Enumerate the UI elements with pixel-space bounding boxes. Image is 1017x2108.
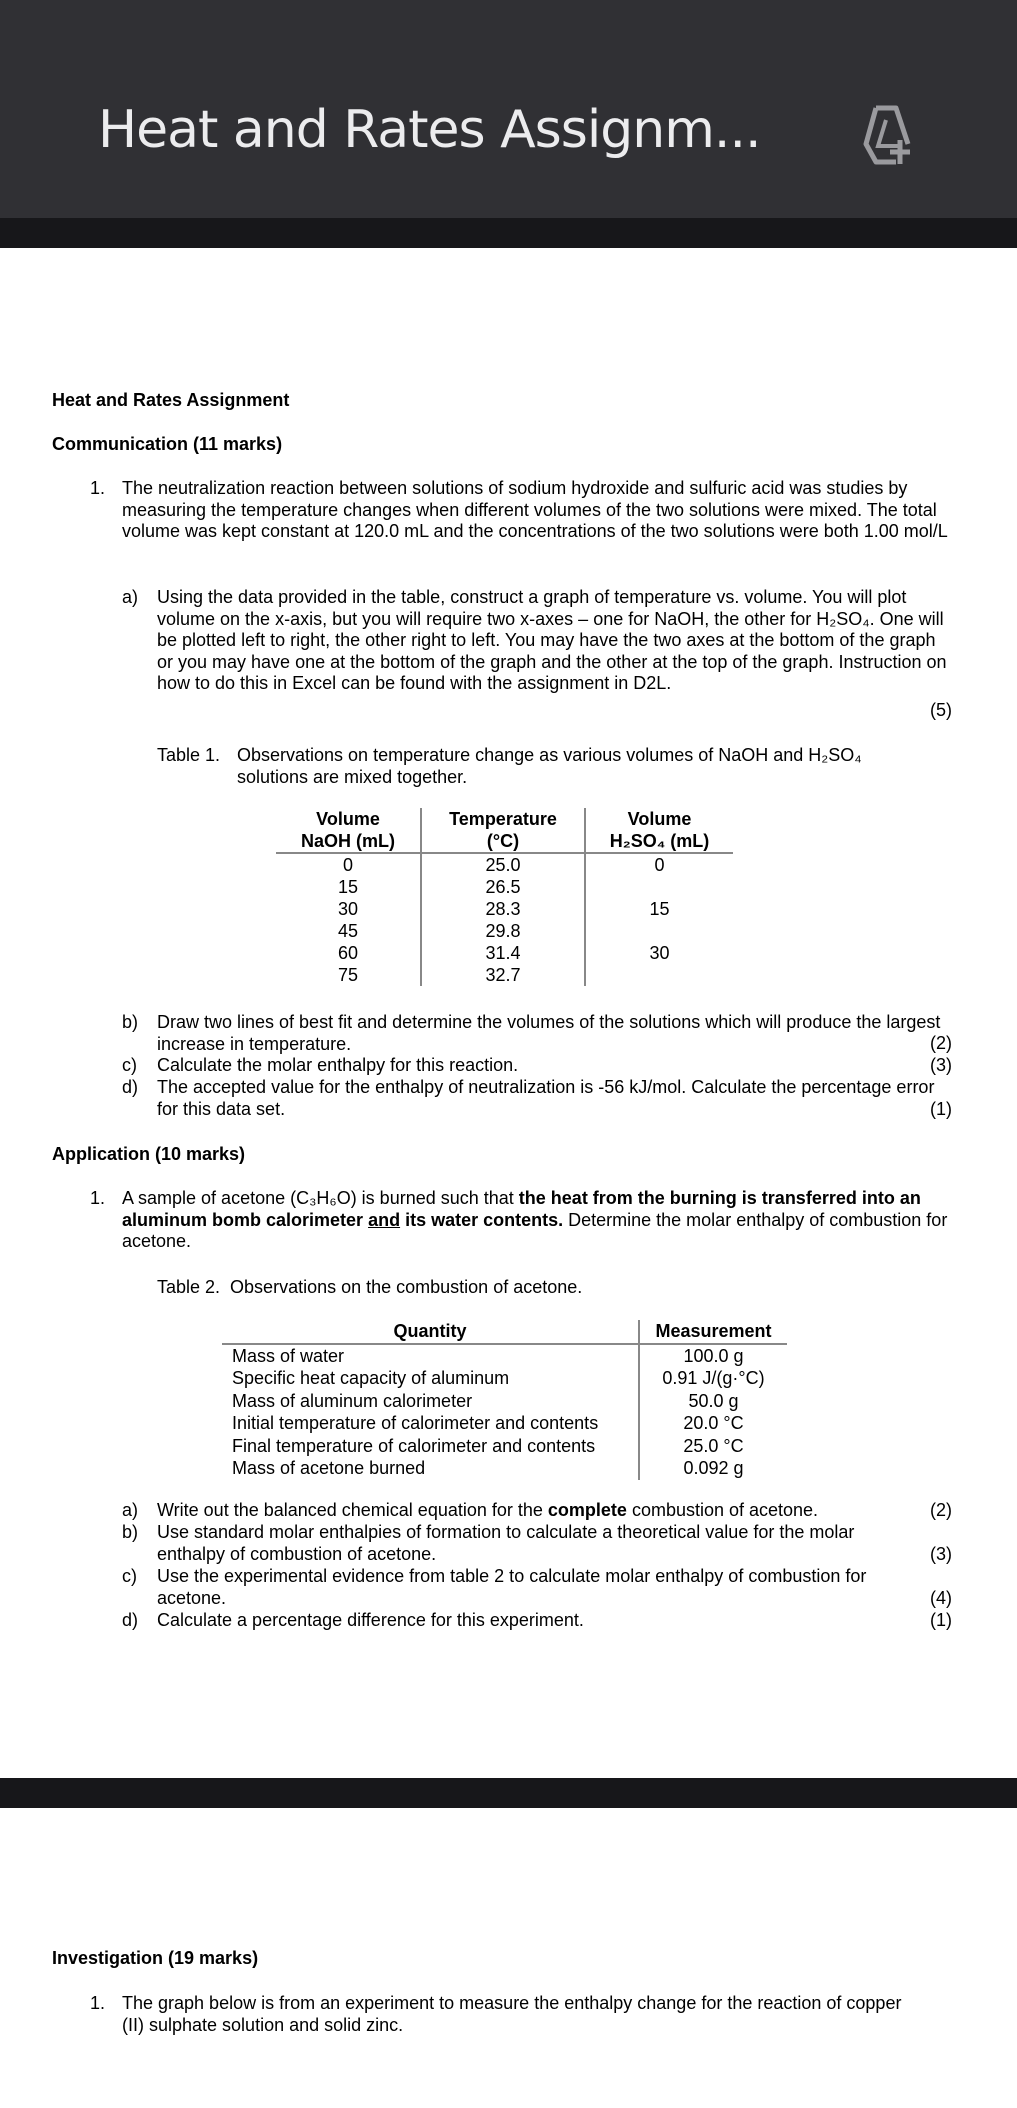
- question-text: Use the experimental evidence from table 2 to calculate molar enthalpy of combustion for acetone.: [157, 1566, 867, 1608]
- table-row: [222, 1412, 787, 1435]
- header-line: NaOH (mL): [301, 831, 395, 851]
- header-line: Volume: [316, 809, 380, 829]
- question-text-bold: its water contents.: [400, 1209, 564, 1230]
- table-cell: 0: [654, 855, 665, 875]
- page-divider: [0, 1778, 1017, 1808]
- question-text: The neutralization reaction between solutions of sodium hydroxide and sulfuric acid was studies by measuring the temperature changes when different volumes of the two solutions were mixed. The total volume was kept constant at 120.0 mL and the concentrations of the two solutions were both 1.00 mol/L: [122, 478, 948, 541]
- table-cell: 30: [649, 943, 670, 963]
- table-1: [276, 808, 733, 986]
- col-header: [421, 808, 585, 853]
- table-row: [276, 876, 733, 898]
- marks: (2): [930, 1033, 952, 1053]
- col-header: Measurement: [639, 1320, 787, 1344]
- question-number: d): [122, 1610, 139, 1630]
- table-cell: 29.8: [421, 920, 585, 942]
- question-1c: [122, 1055, 952, 1077]
- table-cell: [585, 920, 733, 942]
- table-cell: 45: [276, 920, 421, 942]
- question-text-underlined: and: [368, 1209, 401, 1230]
- question-text: Use standard molar enthalpies of formation to calculate a theoretical value for the molar enthalpy of combustion of acetone.: [157, 1522, 855, 1564]
- table-2: [222, 1320, 787, 1480]
- question-text: Determine the molar enthalpy of combustion for acetone.: [122, 1209, 948, 1251]
- table-cell: 0: [276, 853, 421, 876]
- question-text: Draw two lines of best fit and determine the volumes of the solutions which will produce the largest increase in temperature.: [157, 1012, 941, 1054]
- question-number: 1.: [90, 1993, 106, 2013]
- table-cell: [585, 876, 733, 898]
- table-cell: 28.3: [421, 898, 585, 920]
- table-cell: 26.5: [421, 876, 585, 898]
- marks: (1): [930, 1610, 952, 1630]
- col-header: [276, 808, 421, 853]
- question-number: a): [122, 587, 139, 607]
- document-title: Heat and Rates Assignm...: [98, 100, 761, 160]
- marks: (5): [930, 700, 952, 720]
- table1-caption: [157, 745, 917, 788]
- table-row: [276, 898, 733, 920]
- question-number: a): [122, 1500, 139, 1520]
- question-number: c): [122, 1566, 137, 1586]
- table-cell: 31.4: [421, 942, 585, 964]
- section-heading-communication: Communication (11 marks): [52, 434, 283, 454]
- table-cell: 32.7: [421, 964, 585, 986]
- question-1d: [122, 1077, 957, 1120]
- question-1b: [122, 1012, 952, 1055]
- question-1a: [122, 1500, 952, 1522]
- table-cell: 100.0 g: [683, 1345, 744, 1366]
- question-text: combustion of acetone.: [626, 1500, 819, 1520]
- caption-label: Table 1.: [157, 745, 221, 765]
- caption-text: Observations on temperature change as various volumes of NaOH and H₂SO₄ solutions are mixed together.: [237, 745, 862, 787]
- question-text: Calculate a percentage difference for this experiment.: [157, 1610, 584, 1630]
- question-number: b): [122, 1522, 139, 1542]
- col-header: Quantity: [222, 1320, 639, 1344]
- marks: (2): [930, 1500, 952, 1520]
- table-cell: Mass of acetone burned: [222, 1457, 639, 1480]
- col-header: [585, 808, 733, 853]
- question-1: [90, 1188, 960, 1253]
- table-row: [222, 1435, 787, 1458]
- table-cell: 30: [276, 898, 421, 920]
- table-cell: 60: [276, 942, 421, 964]
- section-heading-investigation: Investigation (19 marks): [52, 1948, 259, 1968]
- question-number: b): [122, 1012, 139, 1032]
- table-row: [276, 920, 733, 942]
- question-1d: [122, 1610, 922, 1632]
- question-1a: [122, 587, 952, 695]
- question-1c: [122, 1566, 932, 1609]
- table-cell: Mass of aluminum calorimeter: [222, 1390, 639, 1413]
- table-cell: Specific heat capacity of aluminum: [222, 1367, 639, 1390]
- status-bar: [0, 0, 1017, 8]
- question-text: The accepted value for the enthalpy of neutralization is -56 kJ/mol. Calculate the percentage error for this data set.: [157, 1077, 935, 1119]
- question-number: c): [122, 1055, 137, 1075]
- page-divider: [0, 218, 1017, 248]
- header-line: Temperature: [449, 809, 557, 829]
- question-1: [90, 1993, 920, 2036]
- question-text: Using the data provided in the table, construct a graph of temperature vs. volume. You will plot volume on the x-axis, but you will require two x-axes – one for NaOH, the other for H₂SO₄. One will be plotted left to right, the other right to left. You may have the two axes at the bottom of the graph or you may have one at the bottom of the graph and the other at the top of the graph. Instruction on how to do this in Excel can be found with the assignment in D2L.: [157, 587, 947, 693]
- marks: (3): [930, 1055, 952, 1075]
- question-number: 1.: [90, 478, 106, 498]
- table-cell: 0.092 g: [683, 1458, 744, 1478]
- drive-add-icon[interactable]: [862, 104, 912, 166]
- section-heading-application: Application (10 marks): [52, 1144, 246, 1164]
- table-row: [222, 1457, 787, 1480]
- header-line: Volume: [627, 809, 692, 829]
- table-cell: 75: [276, 964, 421, 986]
- table-row: [276, 853, 733, 876]
- table-cell: 15: [649, 899, 670, 919]
- table-cell: Initial temperature of calorimeter and contents: [222, 1412, 639, 1435]
- question-text: A sample of acetone (C₃H₆O) is burned such that: [122, 1188, 519, 1208]
- question-text-bold: complete: [547, 1500, 627, 1520]
- question-1b: [122, 1522, 922, 1565]
- table-cell: Final temperature of calorimeter and contents: [222, 1435, 639, 1458]
- table-row: [222, 1367, 787, 1390]
- table-cell: 0.91 J/(g·°C): [662, 1368, 765, 1388]
- question-text: Calculate the molar enthalpy for this reaction.: [157, 1055, 519, 1075]
- question-text-bold: the heat from the burning is transferred into an aluminum bomb calorimeter: [122, 1188, 921, 1230]
- table-cell: 25.0: [421, 853, 585, 876]
- marks: (3): [930, 1544, 952, 1564]
- question-text: Write out the balanced chemical equation for the: [157, 1500, 548, 1520]
- header-line: H₂SO₄ (mL): [609, 831, 710, 851]
- table-cell: 20.0 °C: [683, 1413, 744, 1433]
- table-cell: Mass of water: [222, 1344, 639, 1368]
- table-row: [276, 964, 733, 986]
- table-cell: 25.0 °C: [683, 1435, 744, 1456]
- table-row: [222, 1344, 787, 1368]
- table-cell: 15: [276, 876, 421, 898]
- marks: (1): [930, 1099, 952, 1119]
- marks: (4): [930, 1588, 952, 1608]
- table2-caption: Table 2. Observations on the combustion of acetone.: [157, 1277, 583, 1297]
- header-line: (°C): [486, 831, 520, 851]
- question-number: d): [122, 1077, 139, 1097]
- question-1: [90, 478, 960, 543]
- table-row: [276, 942, 733, 964]
- table-row: [222, 1390, 787, 1413]
- question-text: The graph below is from an experiment to measure the enthalpy change for the reaction of copper (II) sulphate solution and solid zinc.: [122, 1993, 902, 2035]
- table-cell: [585, 964, 733, 986]
- doc-heading: Heat and Rates Assignment: [52, 390, 290, 410]
- question-number: 1.: [90, 1188, 106, 1208]
- table-cell: 50.0 g: [688, 1390, 739, 1411]
